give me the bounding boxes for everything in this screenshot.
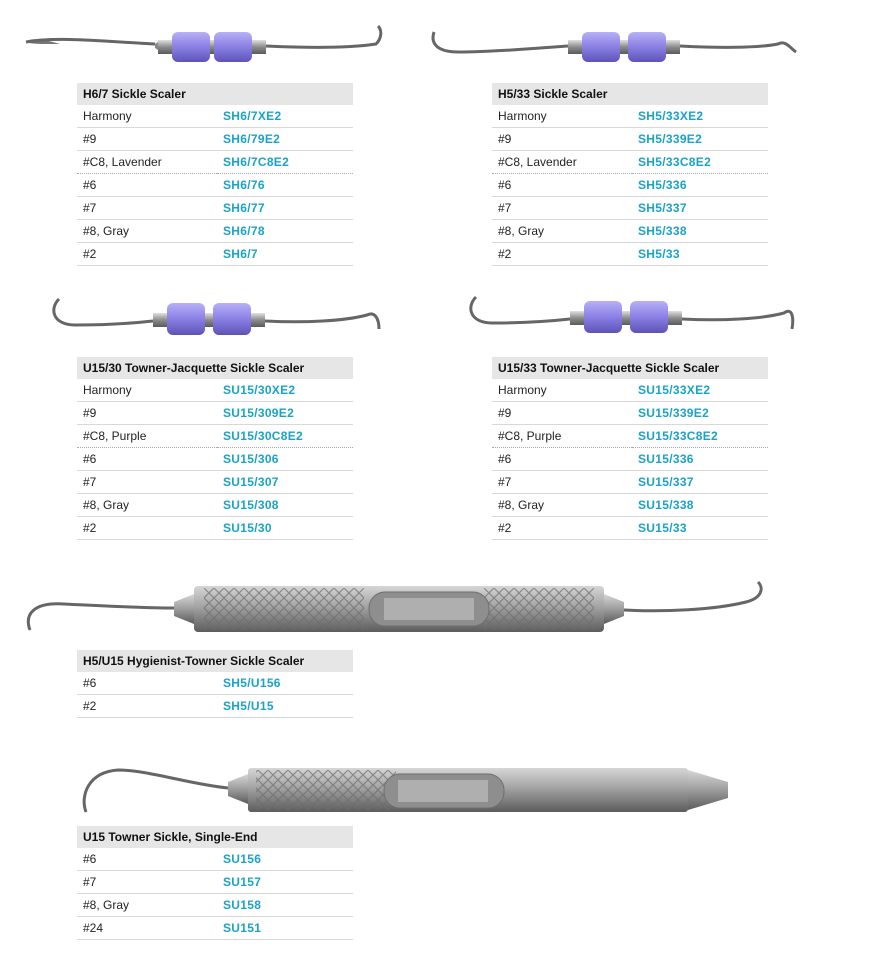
- table-title: H5/U15 Hygienist-Towner Sickle Scaler: [77, 650, 353, 672]
- table-row: #C8, Purple SU15/33C8E2: [492, 425, 768, 448]
- table-row: #8, Gray SU15/338: [492, 494, 768, 517]
- table-row: Harmony SH5/33XE2: [492, 105, 768, 128]
- table-title: H5/33 Sickle Scaler: [492, 83, 768, 105]
- u15-33-spec-table: [492, 357, 768, 540]
- table-row: Harmony SH6/7XE2: [77, 105, 353, 128]
- table-row: Harmony SU15/33XE2: [492, 379, 768, 402]
- table-row: #6 SU15/336: [492, 448, 768, 471]
- table-row: #9 SH6/79E2: [77, 128, 353, 151]
- table-row: #7 SU157: [77, 871, 353, 894]
- table-row: #24 SU151: [77, 917, 353, 940]
- table-title: H6/7 Sickle Scaler: [77, 83, 353, 105]
- table-row: #7 SH5/337: [492, 197, 768, 220]
- h6-7-spec-table: [77, 83, 353, 266]
- table-row: #C8, Lavender SH5/33C8E2: [492, 151, 768, 174]
- table-row: #9 SU15/339E2: [492, 402, 768, 425]
- table-title: U15/33 Towner-Jacquette Sickle Scaler: [492, 357, 768, 379]
- table-title: U15 Towner Sickle, Single-End: [77, 826, 353, 848]
- table-row: #2 SH5/U15: [77, 695, 353, 718]
- table-row: #6 SH6/76: [77, 174, 353, 197]
- u15-single-end-scaler-image: [78, 760, 740, 822]
- u15-30-scaler-image: [45, 295, 385, 345]
- table-row: #6 SH5/336: [492, 174, 768, 197]
- table-row: #6 SU156: [77, 848, 353, 871]
- table-row: #6 SH5/U156: [77, 672, 353, 695]
- table-row: #7 SU15/307: [77, 471, 353, 494]
- table-row: #9 SH5/339E2: [492, 128, 768, 151]
- table-row: #8, Gray SH6/78: [77, 220, 353, 243]
- table-row: Harmony SU15/30XE2: [77, 379, 353, 402]
- table-row: #2 SH6/7: [77, 243, 353, 266]
- u15-30-spec-table: [77, 357, 353, 540]
- u15-single-end-spec-table: [77, 826, 353, 940]
- h5-33-spec-table: [492, 83, 768, 266]
- table-title: U15/30 Towner-Jacquette Sickle Scaler: [77, 357, 353, 379]
- table-row: #C8, Purple SU15/30C8E2: [77, 425, 353, 448]
- table-row: #9 SU15/309E2: [77, 402, 353, 425]
- table-row: #2 SH5/33: [492, 243, 768, 266]
- h5-u15-scaler-image: [24, 578, 769, 640]
- table-row: #2 SU15/30: [77, 517, 353, 540]
- h5-u15-spec-table: [77, 650, 353, 718]
- h6-7-scaler-image: [20, 22, 390, 74]
- h5-33-scaler-image: [428, 22, 808, 74]
- table-row: #8, Gray SU158: [77, 894, 353, 917]
- table-row: #6 SU15/306: [77, 448, 353, 471]
- table-row: #8, Gray SH5/338: [492, 220, 768, 243]
- u15-33-scaler-image: [462, 293, 802, 345]
- table-row: #8, Gray SU15/308: [77, 494, 353, 517]
- table-row: #7 SH6/77: [77, 197, 353, 220]
- table-row: #7 SU15/337: [492, 471, 768, 494]
- table-row: #2 SU15/33: [492, 517, 768, 540]
- table-row: #C8, Lavender SH6/7C8E2: [77, 151, 353, 174]
